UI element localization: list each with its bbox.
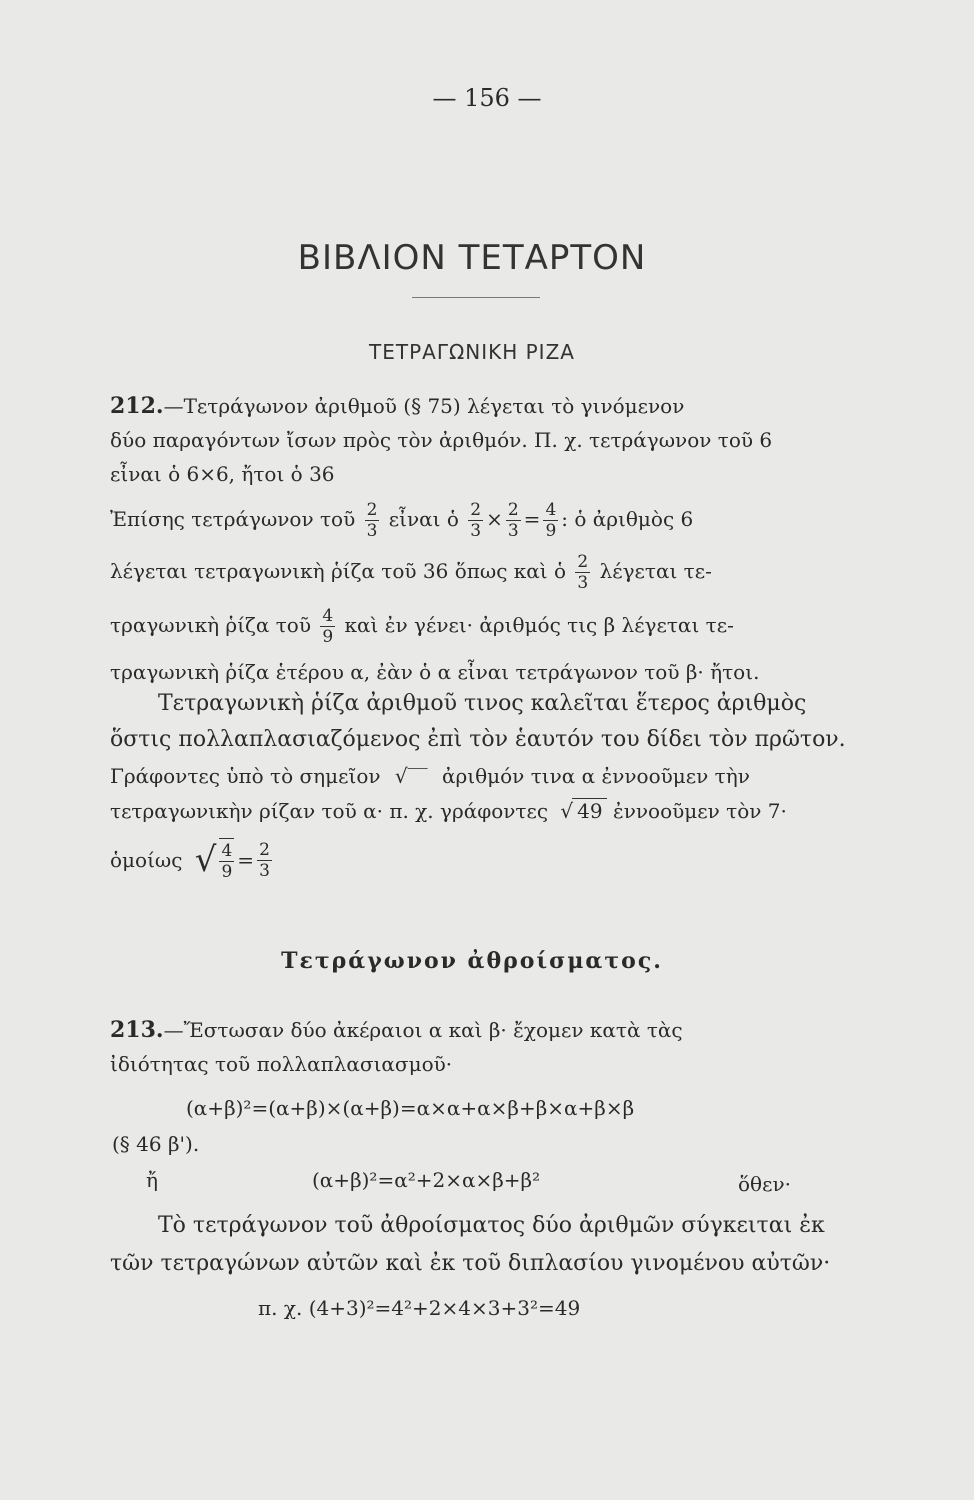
section-reference: (§ 46 β'). — [112, 1132, 200, 1156]
fraction-four-ninths: $\frac{4}{9}$ — [219, 838, 234, 882]
fraction-two-thirds: $\frac{2}{3}$ — [507, 500, 519, 541]
sec212-line-10 — [110, 764, 750, 788]
fraction-two-thirds: $\frac{2}{3}$ — [366, 500, 378, 541]
sec212-text-5a: λέγεται τετραγωνικὴ ῥίζα τοῦ 36 ὅπως καὶ ὁ — [110, 559, 567, 583]
chapter-title: ΤΕΤΡΑΓΩΝΙΚΗ ΡΙΖΑ — [369, 340, 575, 364]
sec212-text-10a: Γράφοντες ὑπὸ τὸ σημεῖον — [110, 764, 381, 788]
formula-expansion: (α+β)²=(α+β)×(α+β)=α×α+α×β+β×α+β×β — [186, 1096, 635, 1120]
sec212-line-3: εἶναι ὁ 6×6, ἤτοι ὁ 36 — [110, 462, 335, 486]
sec212-line-9: ὅστις πολλαπλασιαζόμενος ἐπὶ τὸν ἑαυτόν του δίδει τὸν πρῶτον. — [110, 727, 846, 752]
fraction-two-thirds: $\frac{2}{3}$ — [470, 500, 482, 541]
sec212-text-11c: ἐννοοῦμεν τὸν 7· — [612, 799, 787, 823]
sec213-line-2: ἰδιότητας τοῦ πολλαπλασιασμοῦ· — [110, 1052, 453, 1076]
section-number-213: 213. — [110, 1017, 164, 1043]
sqrt-sign-icon: √‾‾ — [394, 764, 428, 788]
formula-square-of-sum: (α+β)²=α²+2×α×β+β² — [312, 1168, 541, 1192]
fraction-two-thirds: $\frac{2}{3}$ — [577, 552, 589, 593]
sec212-text-11a: τετραγωνικὴν ρίζαν τοῦ α· π. χ. γράφοντες — [110, 799, 549, 823]
sec213-line-4: τῶν τετραγώνων αὐτῶν καὶ ἐκ τοῦ διπλασίου γινομένου αὐτῶν· — [110, 1251, 831, 1276]
sec212-line-12 — [110, 838, 275, 882]
times-sign: × — [486, 507, 503, 531]
sec212-text-10b: ἀριθμόν τινα α ἐννοοῦμεν τὴν — [442, 764, 750, 788]
sec212-text-5b: λέγεται τε- — [599, 559, 712, 583]
sec212-text-4a: Ἐπίσης τετράγωνον τοῦ — [110, 507, 356, 531]
sec212-line-5 — [110, 552, 712, 593]
subheading: Τετράγωνον ἀθροίσματος. — [281, 948, 663, 974]
sec212-text-6b: καὶ ἐν γένει· ἀριθμός τις β λέγεται τε- — [344, 613, 734, 637]
sqrt-fraction — [195, 838, 275, 882]
fraction-four-ninths: $\frac{4}{9}$ — [545, 500, 557, 541]
sec212-text-4e: : ὁ ἀριθμὸς 6 — [561, 507, 694, 531]
sqrt-sign-icon: √ — [194, 840, 217, 880]
sec212-line-6 — [110, 606, 734, 647]
sec213-line-3: Τὸ τετράγωνον τοῦ ἀθροίσματος δύο ἀριθμῶν σύγκειται ἐκ — [158, 1213, 825, 1238]
sec212-text-4b: εἶναι ὁ — [388, 507, 459, 531]
equals-sign: = — [237, 848, 255, 872]
page-number: — 156 — — [432, 84, 542, 112]
section-number-212: 212. — [110, 393, 164, 419]
sec212-line-4 — [110, 500, 693, 541]
example-formula: π. χ. (4+3)²=4²+2×4×3+3²=49 — [258, 1296, 581, 1320]
hothen-word: ὅθεν· — [738, 1172, 791, 1196]
sec212-text-1: —Τετράγωνον ἀριθμοῦ (§ 75) λέγεται τὸ γινόμενον — [163, 394, 685, 418]
sec212-line-1 — [110, 394, 684, 418]
sec212-line-11 — [110, 798, 787, 823]
book-title: ΒΙΒΛΙΟΝ ΤΕΤΑΡΤΟΝ — [297, 238, 647, 278]
sec212-line-7: τραγωνικὴ ῥίζα ἑτέρου α, ἐὰν ὁ α εἶναι τετράγωνον τοῦ β· ἤτοι. — [110, 660, 760, 684]
sec213-line-1 — [110, 1018, 683, 1042]
sec212-line-8: Τετραγωνικὴ ῥίζα ἀριθμοῦ τινος καλεῖται ἕτερος ἀριθμὸς — [158, 691, 807, 716]
fraction-two-thirds: $\frac{2}{3}$ — [259, 839, 270, 881]
sec212-text-12a: ὁμοίως — [110, 848, 183, 872]
equals-sign: = — [523, 507, 541, 531]
sqrt-49: √ 49 — [572, 798, 606, 823]
title-divider — [412, 297, 540, 298]
sec213-text-1: —Ἔστωσαν δύο ἀκέραιοι α καὶ β· ἔχομεν κατὰ τὰς — [163, 1018, 683, 1042]
fraction-four-ninths: $\frac{4}{9}$ — [322, 606, 334, 647]
sec212-text-6a: τραγωνικὴ ῥίζα τοῦ — [110, 613, 311, 637]
eta-word: ἤ — [146, 1168, 158, 1192]
sec212-line-2: δύο παραγόντων ἴσων πρὸς τὸν ἀριθμόν. Π. χ. τετράγωνον τοῦ 6 — [110, 428, 773, 452]
